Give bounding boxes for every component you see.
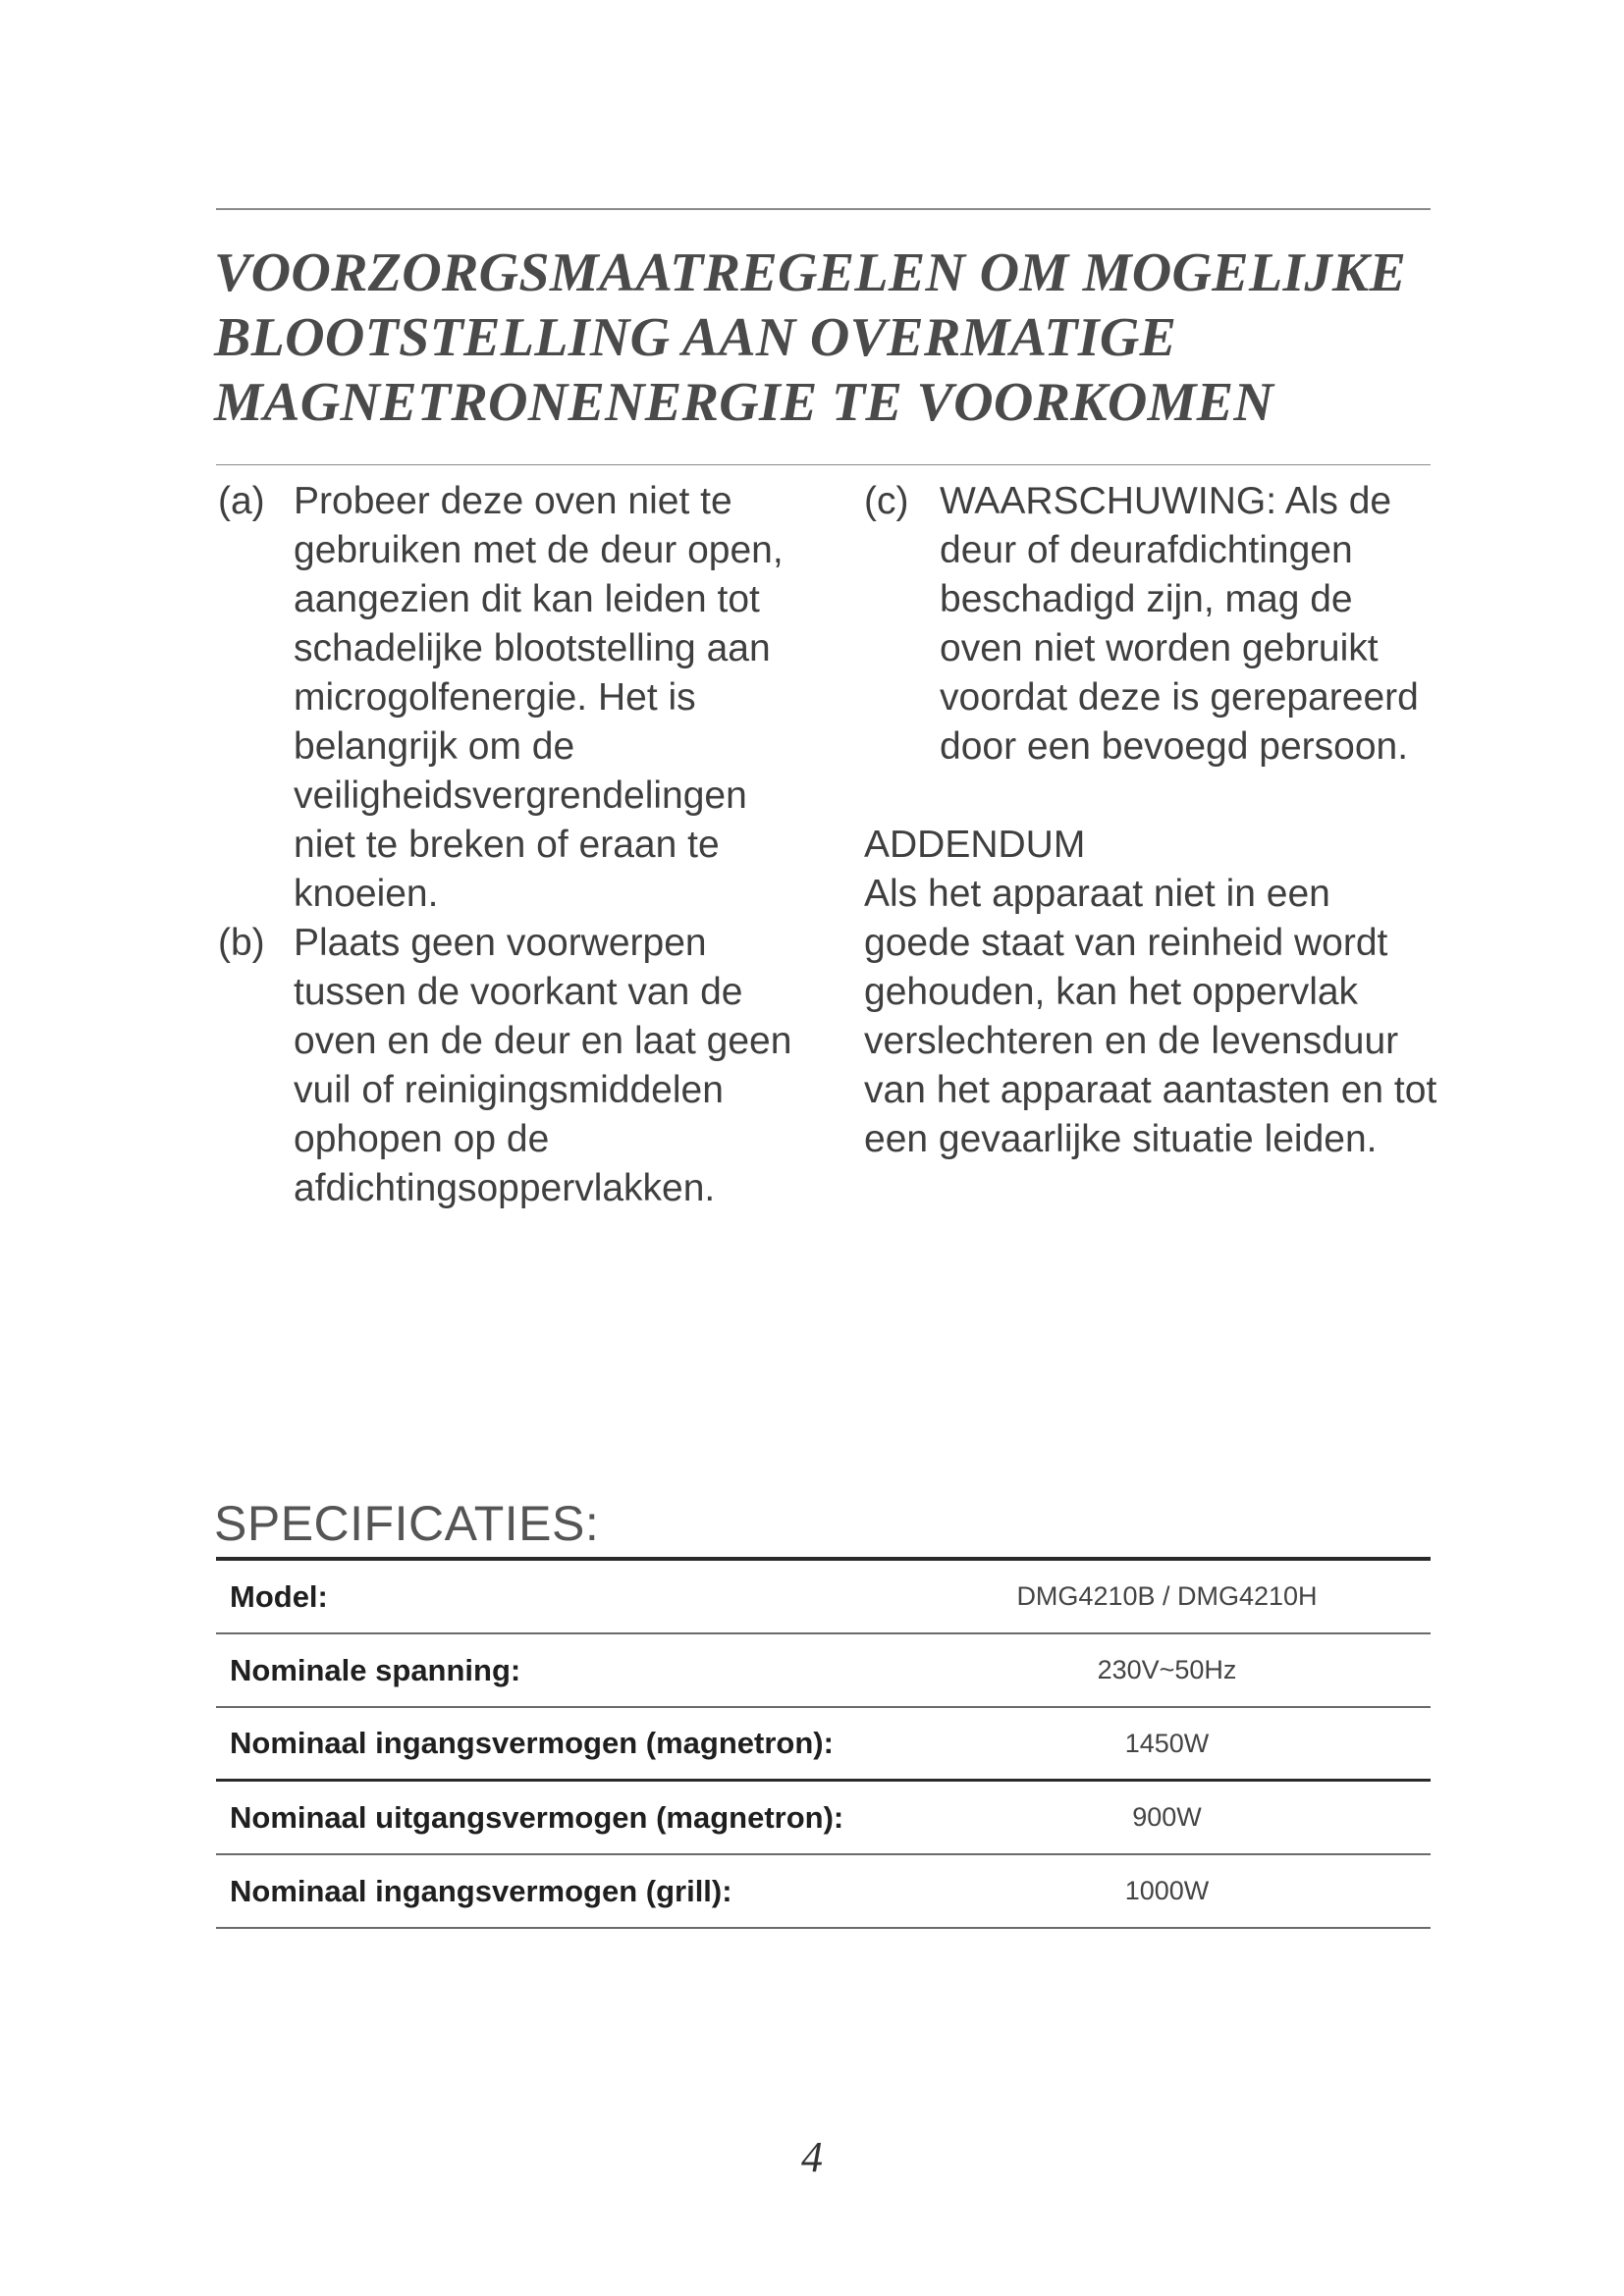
- spec-value: 1450W: [1124, 1728, 1210, 1758]
- spec-value: DMG4210B / DMG4210H: [1016, 1581, 1318, 1611]
- precaution-b: [218, 919, 807, 1213]
- precaution-a: [218, 477, 807, 919]
- spec-label: Model:: [230, 1578, 328, 1614]
- precaution-c-text: WAARSCHUWING: Als de deur of deurafdichtingen beschadigd zijn, mag de oven niet worden gebruikt voordat deze is gerepareerd door een bevoegd persoon.: [940, 480, 1419, 768]
- addendum-section: [864, 821, 1443, 1164]
- spec-label: Nominale spanning:: [230, 1652, 521, 1687]
- spec-row-model: [216, 1561, 1431, 1634]
- page-title: [214, 240, 1441, 435]
- addendum-text: Als het apparaat niet in een goede staat van reinheid wordt gehouden, kan het oppervlak verslechteren en de levensduur van het apparaat aantasten en tot een gevaarlijke situatie leiden.: [864, 873, 1437, 1160]
- spec-label: Nominaal uitgangsvermogen (magnetron):: [230, 1799, 844, 1835]
- precaution-c: [864, 477, 1443, 772]
- spec-value: 230V~50Hz: [1097, 1655, 1237, 1684]
- precaution-a-marker: (a): [218, 480, 265, 522]
- specifications-table: [216, 1557, 1431, 1929]
- top-divider: [216, 208, 1431, 210]
- page-number: 4: [801, 2133, 823, 2181]
- spec-label: Nominaal ingangsvermogen (grill):: [230, 1873, 732, 1908]
- left-column: [218, 477, 807, 1213]
- spec-value: 1000W: [1124, 1876, 1210, 1905]
- spec-row-output-microwave: [216, 1782, 1431, 1855]
- precaution-c-marker: (c): [864, 480, 909, 522]
- title-line-3: MAGNETRONENERGIE TE VOORKOMEN: [214, 372, 1274, 433]
- spec-row-input-grill: [216, 1855, 1431, 1929]
- spec-value: 900W: [1132, 1802, 1202, 1832]
- precaution-b-marker: (b): [218, 922, 265, 964]
- spec-row-input-microwave: [216, 1708, 1431, 1782]
- addendum-title: ADDENDUM: [864, 824, 1086, 866]
- spec-label: Nominaal ingangsvermogen (magnetron):: [230, 1726, 834, 1760]
- precaution-a-text: Probeer deze oven niet te gebruiken met de deur open, aangezien dit kan leiden tot schadelijke blootstelling aan microgolfenergie. Het is belangrijk om de veiligheidsvergrendelingen niet te breken of eraan te knoeien.: [294, 480, 784, 915]
- title-line-1: VOORZORGSMAATREGELEN OM MOGELIJKE: [214, 242, 1407, 303]
- right-column: [864, 477, 1443, 1164]
- specifications-heading: SPECIFICATIES:: [214, 1496, 600, 1551]
- title-line-2: BLOOTSTELLING AAN OVERMATIGE: [214, 307, 1177, 368]
- title-divider: [216, 464, 1431, 465]
- spec-row-voltage: [216, 1634, 1431, 1708]
- precaution-b-text: Plaats geen voorwerpen tussen de voorkant van de oven en de deur en laat geen vuil of reinigingsmiddelen ophopen op de afdichtingsoppervlakken.: [294, 922, 792, 1209]
